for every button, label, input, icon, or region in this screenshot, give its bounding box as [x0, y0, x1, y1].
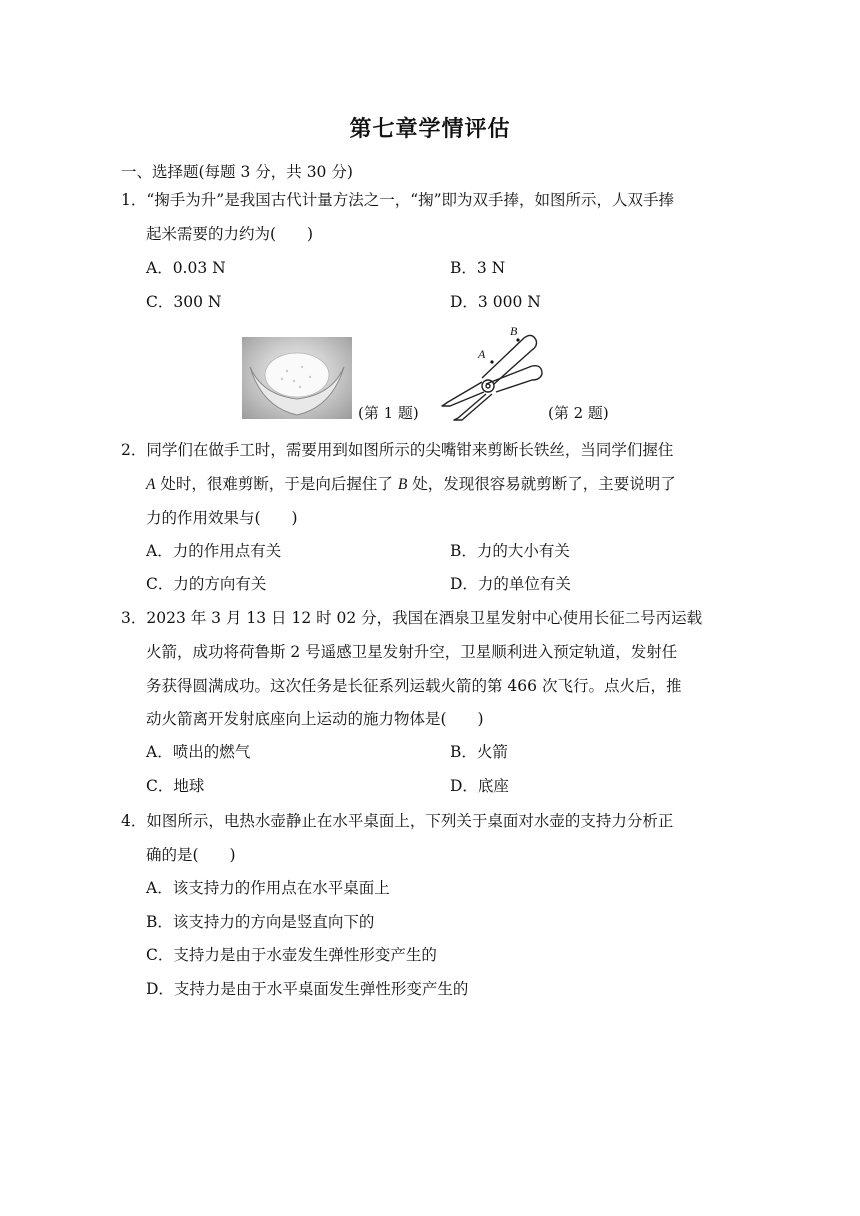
q3-option-c: C．地球: [146, 777, 205, 795]
q2-option-a: A．力的作用点有关: [146, 542, 282, 560]
q2-stem-line2: [146, 474, 676, 495]
q2-var-a: A: [146, 476, 156, 493]
q1-option-d: D．3 000 N: [450, 293, 541, 311]
q3-stem-line2: 火箭，成功将荷鲁斯 2 号遥感卫星发射升空，卫星顺利进入预定轨道，发射任: [146, 643, 678, 661]
q3-option-a: A．喷出的燃气: [146, 743, 251, 761]
q2-stem-line2-part2: 处，发现很容易就剪断了，主要说明了: [407, 475, 676, 493]
q4-stem-line1: 4．如图所示，电热水壶静止在水平桌面上，下列关于桌面对水壶的支持力分析正: [121, 812, 674, 830]
q4-option-c: C．支持力是由于水壶发生弹性形变产生的: [146, 946, 437, 964]
figure-rice-hands: [242, 337, 352, 419]
q4-option-d: D．支持力是由于水平桌面发生弹性形变产生的: [146, 980, 469, 998]
q1-stem-line1: 1．“掬手为升”是我国古代计量方法之一，“掬”即为双手捧，如图所示，人双手捧: [121, 191, 675, 209]
q3-stem-line1: 3．2023 年 3 月 13 日 12 时 02 分，我国在酒泉卫星发射中心使用长征二号丙运载: [121, 609, 703, 627]
q2-option-d: D．力的单位有关: [450, 575, 571, 593]
q2-stem-line1: 2．同学们在做手工时，需要用到如图所示的尖嘴钳来剪断长铁丝，当同学们握住: [121, 441, 674, 459]
q1-option-b: B．3 N: [450, 259, 506, 277]
q3-stem-line4: 动火箭离开发射底座向上运动的施力物体是( ): [146, 710, 484, 728]
figure1-caption: (第 1 题): [358, 404, 419, 422]
q2-stem-line3: 力的作用效果与( ): [146, 509, 298, 527]
point-b-marker: [516, 338, 519, 341]
q2-stem-line2-part1: 处时，很难剪断，于是向后握住了: [155, 475, 398, 493]
page-title: 第七章学情评估: [349, 117, 511, 142]
figure2-caption: (第 2 题): [548, 404, 609, 422]
label-a: A: [478, 347, 486, 361]
q2-var-b: B: [397, 476, 408, 493]
section-heading: 一、选择题(每题 3 分，共 30 分): [121, 163, 353, 181]
q3-option-d: D．底座: [450, 777, 509, 795]
q1-option-a: A．0.03 N: [146, 259, 226, 277]
figure-pliers: [436, 322, 548, 422]
label-b: B: [510, 324, 518, 338]
pliers-icon: [436, 322, 548, 422]
hands-icon: [242, 337, 352, 419]
q1-option-c: C．300 N: [146, 293, 222, 311]
q3-stem-line3: 务获得圆满成功。这次任务是长征系列运载火箭的第 466 次飞行。点火后，推: [146, 677, 682, 695]
point-a-marker: [490, 360, 493, 363]
q4-option-b: B．该支持力的方向是竖直向下的: [146, 913, 375, 931]
q3-option-b: B．火箭: [450, 743, 508, 761]
q2-option-c: C．力的方向有关: [146, 575, 267, 593]
q1-stem-line2: 起米需要的力约为( ): [146, 225, 314, 243]
q2-option-b: B．力的大小有关: [450, 542, 570, 560]
q4-stem-line2: 确的是( ): [146, 846, 236, 864]
q4-option-a: A．该支持力的作用点在水平桌面上: [146, 879, 390, 897]
